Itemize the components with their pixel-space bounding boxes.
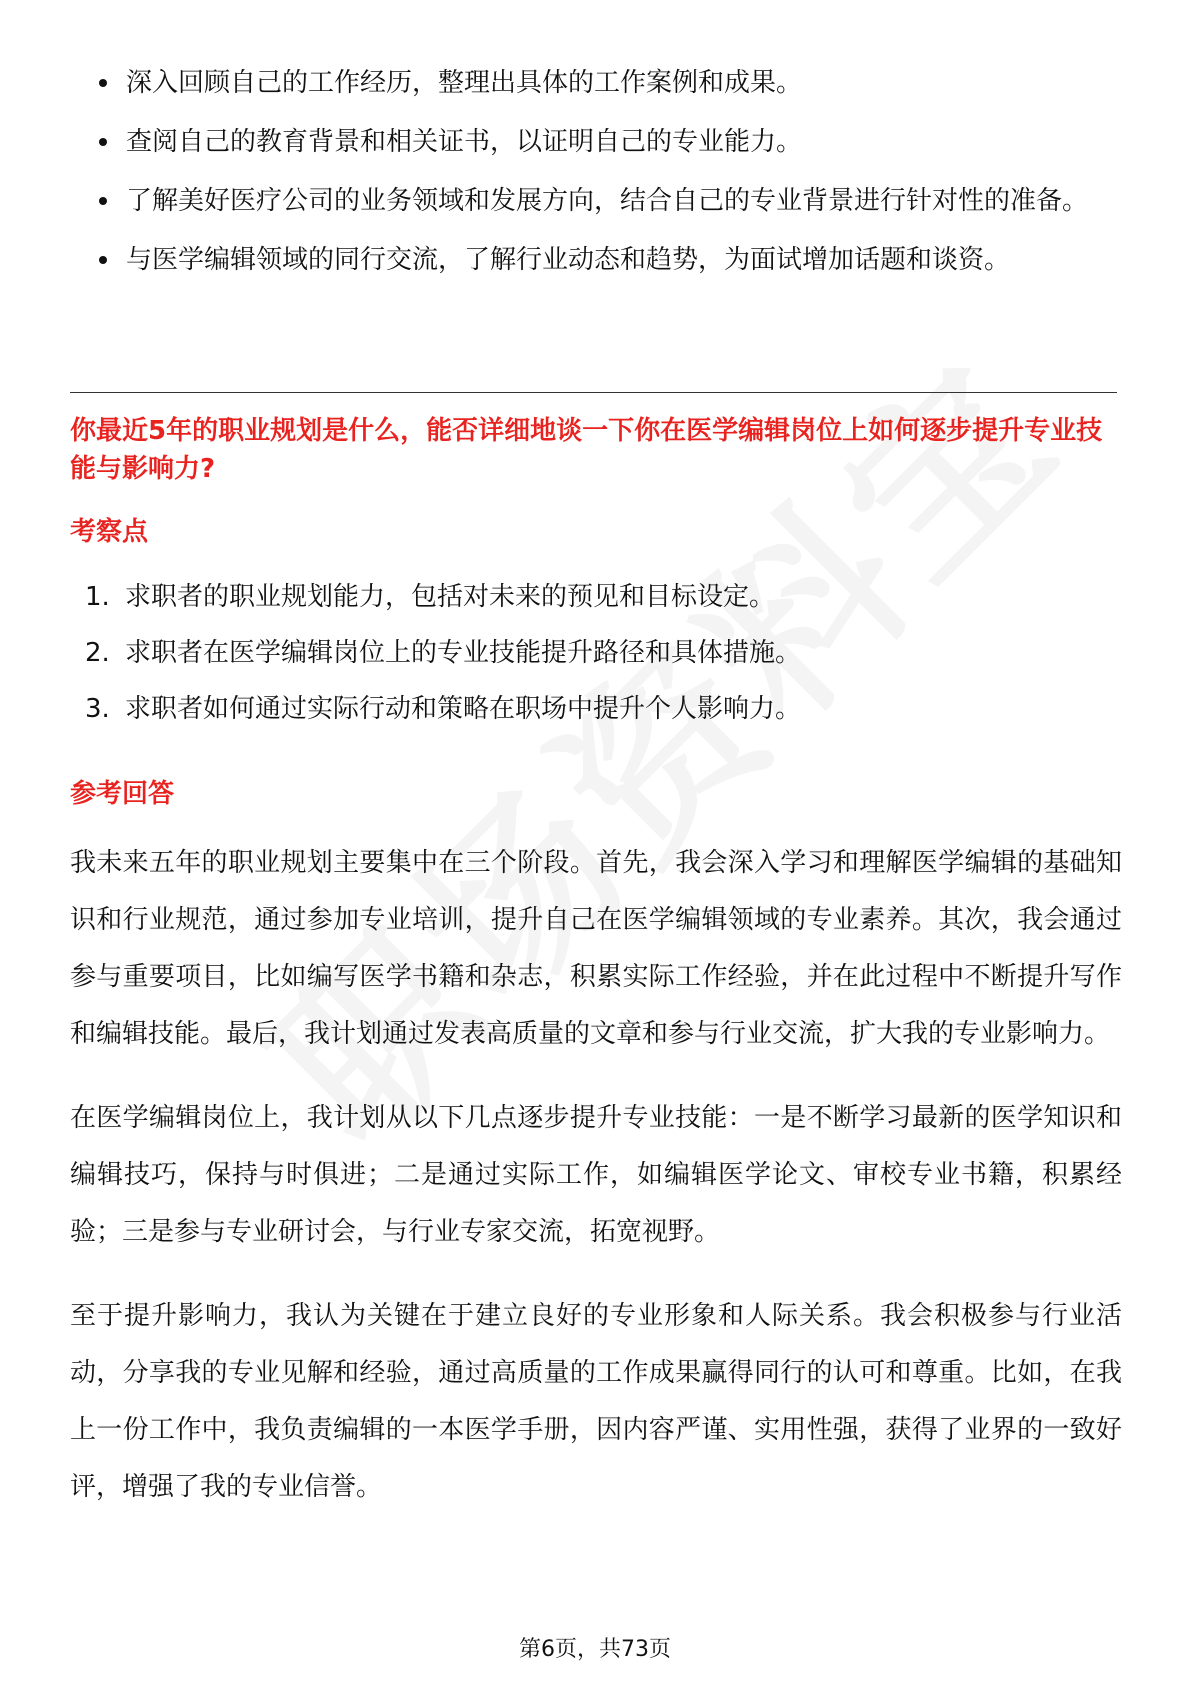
answer-paragraph: 至于提升影响力，我认为关键在于建立良好的专业形象和人际关系。我会积极参与行业活动，分享我的专业见解和经验，通过高质量的工作成果赢得同行的认可和尊重。比如，在我上一份工作中，我负责编辑的一本医学手册，因内容严谨、实用性强，获得了业界的一致好评，增强了我的专业信誉。 [70,1301,1122,1502]
answer-paragraph: 在医学编辑岗位上，我计划从以下几点逐步提升专业技能：一是不断学习最新的医学知识和编辑技巧，保持与时俱进；二是通过实际工作，如编辑医学论文、审校专业书籍，积累经验；三是参与专业研讨会，与行业专家交流，拓宽视野。 [70,1103,1122,1247]
item-number: 3. [85,694,110,724]
list-item: 了解美好医疗公司的业务领域和发展方向，结合自己的专业背景进行针对性的准备。 [96,173,1116,229]
item-text: 求职者在医学编辑岗位上的专业技能提升路径和具体措施。 [125,638,802,668]
answer-label: 参考回答 [70,779,175,809]
points-label: 考察点 [70,517,149,547]
list-item [85,690,1105,728]
item-text: 求职者的职业规划能力，包括对未来的预见和目标设定。 [125,582,776,612]
list-item: 与医学编辑领域的同行交流，了解行业动态和趋势，为面试增加话题和谈资。 [96,232,1116,288]
list-item [85,578,1105,616]
list-item [85,634,1105,672]
item-text: 求职者如何通过实际行动和策略在职场中提升个人影响力。 [125,694,802,724]
page-footer: 第6页，共73页 [519,1637,671,1662]
section-divider [70,392,1117,393]
item-number: 2. [85,638,110,668]
answer-paragraph: 我未来五年的职业规划主要集中在三个阶段。首先，我会深入学习和理解医学编辑的基础知识和行业规范，通过参加专业培训，提升自己在医学编辑领域的专业素养。其次，我会通过参与重要项目，比如编写医学书籍和杂志，积累实际工作经验，并在此过程中不断提升写作和编辑技能。最后，我计划通过发表高质量的文章和参与行业交流，扩大我的专业影响力。 [70,848,1122,1049]
list-item: 深入回顾自己的工作经历，整理出具体的工作案例和成果。 [96,55,1116,111]
item-number: 1. [85,582,110,612]
points-list [85,578,1105,746]
answer-body [70,835,1122,1543]
bullet-list [96,55,1116,291]
question-heading: 你最近5年的职业规划是什么，能否详细地谈一下你在医学编辑岗位上如何逐步提升专业技能与影响力? [70,416,1103,484]
list-item: 查阅自己的教育背景和相关证书，以证明自己的专业能力。 [96,114,1116,170]
